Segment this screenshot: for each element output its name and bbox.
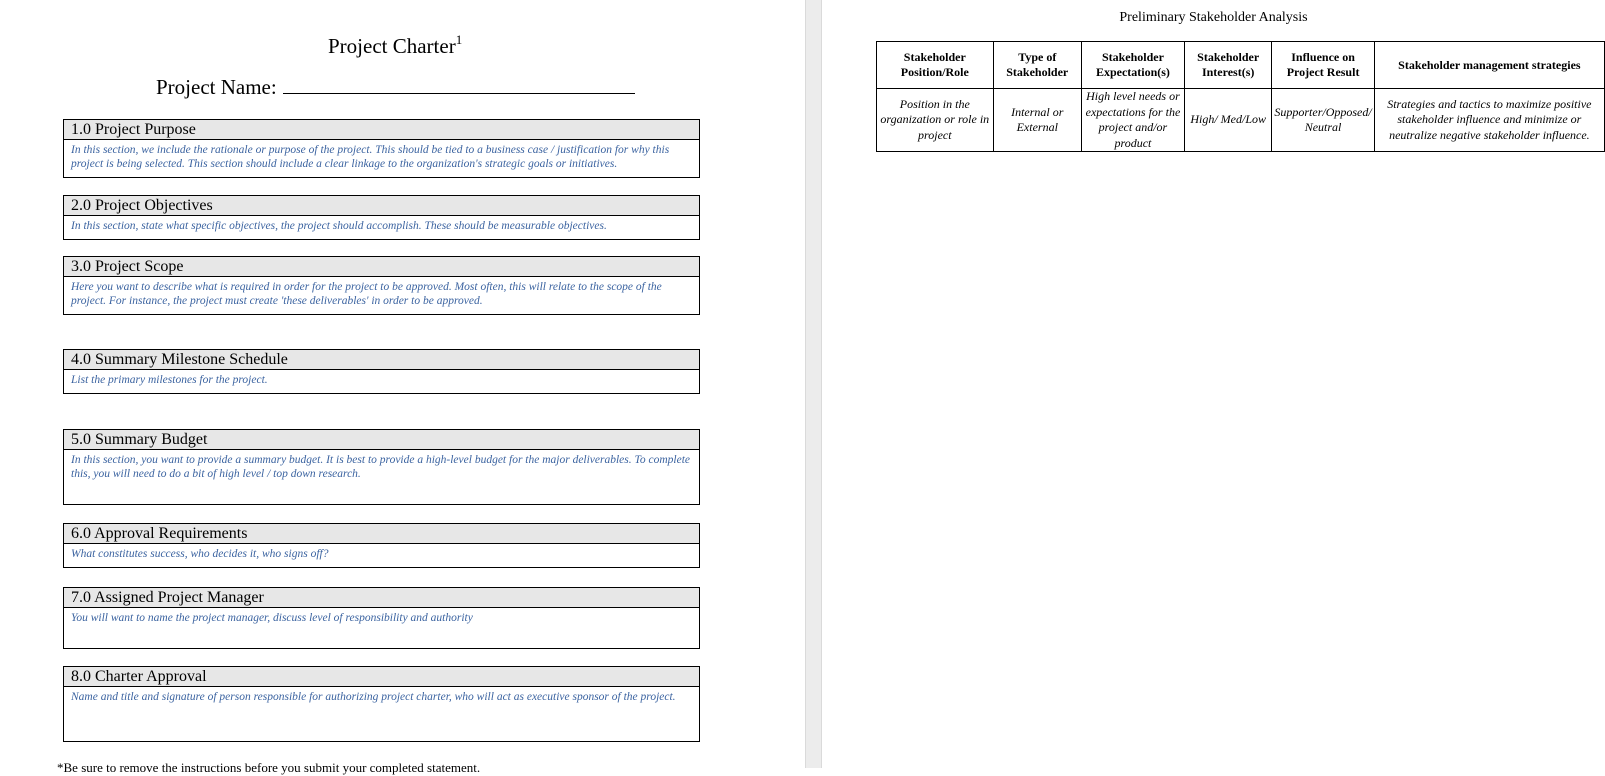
column-header: Type of Stakeholder [993, 42, 1081, 89]
section-instructions[interactable]: In this section, you want to provide a summary budget. It is best to provide a high-level budget for the major deliverables. To complete this, you will need to do a bit of high level / top down research. [71, 454, 690, 480]
section-charter-approval [63, 666, 700, 742]
section-instructions[interactable]: Name and title and signature of person responsible for authorizing project charter, who will act as executive sponsor of the project. [71, 691, 676, 703]
section-heading: 3.0 Project Scope [64, 257, 699, 277]
column-header: Stakeholder Interest(s) [1184, 42, 1271, 89]
project-name-label: Project Name: [156, 75, 277, 99]
section-instructions[interactable]: In this section, state what specific objectives, the project should accomplish. These should be measurable objectives. [71, 220, 607, 232]
section-instructions[interactable]: You will want to name the project manager, discuss level of responsibility and authority [71, 612, 473, 624]
project-name-blank[interactable] [283, 73, 635, 94]
section-heading: 8.0 Charter Approval [64, 667, 699, 687]
section-milestone-schedule [63, 349, 700, 394]
section-instructions[interactable]: In this section, we include the rationale or purpose of the project. This should be tied to a business case / justification for why this project is being selected. This section should include a clear linkage to the organization's strategic goals or initiatives. [71, 144, 670, 170]
section-heading: 7.0 Assigned Project Manager [64, 588, 699, 608]
section-project-objectives [63, 195, 700, 240]
footnote-mark: 1 [455, 32, 463, 47]
section-instructions[interactable]: List the primary milestones for the project. [71, 374, 268, 386]
table-cell[interactable]: Strategies and tactics to maximize positive stakeholder influence and minimize or neutralize negative stakeholder influence. [1374, 89, 1604, 152]
section-project-scope [63, 256, 700, 315]
stakeholder-analysis-title: Preliminary Stakeholder Analysis [1119, 10, 1308, 25]
table-cell[interactable]: Supporter/Opposed/ Neutral [1272, 89, 1374, 152]
table-row [877, 89, 1605, 152]
table-cell[interactable]: Position in the organization or role in project [877, 89, 994, 152]
footnote: *Be sure to remove the instructions before you submit your completed statement. [57, 760, 481, 775]
table-cell[interactable]: High/ Med/Low [1184, 89, 1271, 152]
column-header: Stakeholder Expectation(s) [1081, 42, 1184, 89]
table-cell[interactable]: High level needs or expectations for the project and/or product [1081, 89, 1184, 152]
section-instructions[interactable]: Here you want to describe what is required in order for the project to be approved. Most often, this will relate to the scope of the project. For instance, the project must create 'these deliverables' in order to be approved. [71, 281, 662, 307]
column-header: Stakeholder Position/Role [877, 42, 994, 89]
project-name-line [156, 73, 635, 100]
page-title [328, 33, 462, 59]
right-document-page [822, 0, 1605, 768]
section-summary-budget [63, 429, 700, 505]
section-heading: 1.0 Project Purpose [64, 120, 699, 140]
page-gutter [805, 0, 822, 768]
section-approval-requirements [63, 523, 700, 568]
table-cell[interactable]: Internal or External [993, 89, 1081, 152]
stakeholder-table [876, 41, 1605, 152]
section-project-purpose [63, 119, 700, 178]
column-header: Stakeholder management strategies [1374, 42, 1604, 89]
section-project-manager [63, 587, 700, 649]
section-heading: 2.0 Project Objectives [64, 196, 699, 216]
section-heading: 6.0 Approval Requirements [64, 524, 699, 544]
section-instructions[interactable]: What constitutes success, who decides it, who signs off? [71, 548, 329, 560]
section-heading: 5.0 Summary Budget [64, 430, 699, 450]
column-header: Influence on Project Result [1272, 42, 1374, 89]
title-text: Project Charter [328, 34, 456, 58]
table-header-row [877, 42, 1605, 89]
section-heading: 4.0 Summary Milestone Schedule [64, 350, 699, 370]
